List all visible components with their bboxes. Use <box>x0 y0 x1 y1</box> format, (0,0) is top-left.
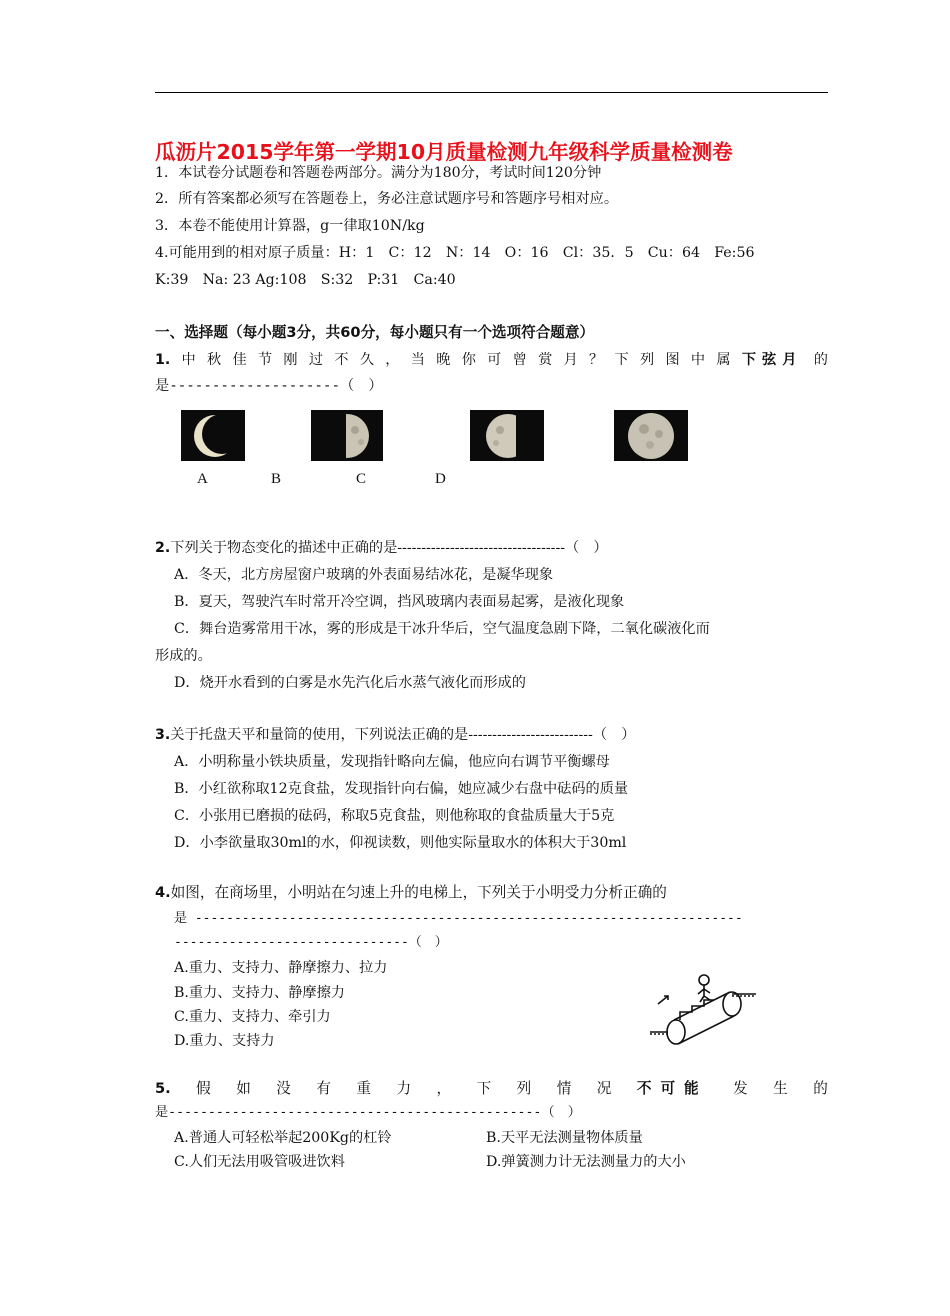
q1-stem: 1. 中 秋 佳 节 刚 过 不 久 ， 当 晚 你 可 曾 赏 月 ？ 下 列 图 中 属 下弦月 的 <box>155 352 828 368</box>
q4-option-a: A.重力、支持力、静摩擦力、拉力 <box>174 960 388 976</box>
q1-line2: 是--------------------（ ） <box>155 378 383 394</box>
q2-option-a: A．冬天，北方房屋窗户玻璃的外表面易结冰花，是凝华现象 <box>174 567 554 583</box>
q4-stem: 4.如图，在商场里，小明站在匀速上升的电梯上，下列关于小明受力分析正确的 <box>155 884 667 901</box>
q2-option-b: B．夏天，驾驶汽车时常开冷空调，挡风玻璃内表面易起雾，是液化现象 <box>174 594 625 610</box>
section-heading: 一、选择题（每小题3分，共60分，每小题只有一个选项符合题意） <box>155 324 595 341</box>
q5-option-b: B.天平无法测量物体质量 <box>486 1130 643 1146</box>
q5-emphasis: 不可能 <box>636 1080 708 1097</box>
q1-number: 1. <box>155 352 171 368</box>
q3-option-d: D．小李欲量取30ml的水，仰视读数，则他实际量取水的体积大于30ml <box>174 835 627 851</box>
moon-image-b <box>311 410 383 461</box>
q3-option-b: B．小红欲称取12克食盐，发现指针向右偏，她应减少右盘中砝码的质量 <box>174 781 629 797</box>
option-label-c: C <box>356 471 367 487</box>
q2-number: 2. <box>155 540 171 556</box>
q5-option-a: A.普通人可轻松举起200Kg的杠铃 <box>174 1130 392 1146</box>
q2-option-d: D．烧开水看到的白雾是水先汽化后水蒸气液化而形成的 <box>174 675 526 691</box>
q1-emphasis: 下弦月 <box>741 352 803 368</box>
q5-stem: 5. 假 如 没 有 重 力 ， 下 列 情 况 不可能 发 生 的 <box>155 1080 828 1097</box>
header-rule <box>155 92 828 93</box>
q3-stem: 3.关于托盘天平和量筒的使用，下列说法正确的是--------------------------（ ） <box>155 727 636 743</box>
q4-line2: 是 ---------------------------------------------------------------------- <box>174 911 743 926</box>
moon-image-d <box>614 410 688 461</box>
moon-image-c <box>470 410 544 461</box>
q3-number: 3. <box>155 727 171 743</box>
q3-option-c: C．小张用已磨损的砝码，称取5克食盐，则他称取的食盐质量大于5克 <box>174 808 615 824</box>
q2-stem: 2.下列关于物态变化的描述中正确的是-----------------------------------（ ） <box>155 540 608 556</box>
moon-image-a <box>181 410 245 461</box>
q5-number: 5. <box>155 1080 171 1097</box>
q2-option-c: C．舞台造雾常用干冰，雾的形成是干冰升华后，空气温度急剧下降，二氧化碳液化而 <box>174 621 710 637</box>
note-3: 3．本卷不能使用计算器，g一律取10N/kg <box>155 218 425 234</box>
q3-option-a: A．小明称量小铁块质量，发现指针略向左偏，他应向右调节平衡螺母 <box>174 754 610 770</box>
q4-option-d: D.重力、支持力 <box>174 1033 275 1049</box>
q4-option-b: B.重力、支持力、静摩擦力 <box>174 985 345 1001</box>
q5-option-c: C.人们无法用吸管吸进饮料 <box>174 1154 345 1170</box>
q2-option-c-cont: 形成的。 <box>155 648 212 664</box>
note-5: K:39 Na: 23 Ag:108 S:32 P:31 Ca:40 <box>155 272 456 288</box>
option-label-b: B <box>271 471 282 487</box>
escalator-figure <box>648 972 758 1050</box>
option-label-d: D <box>435 471 446 487</box>
option-label-a: A <box>197 471 208 487</box>
note-2: 2．所有答案都必须写在答题卷上，务必注意试题序号和答题序号相对应。 <box>155 191 619 207</box>
q5-line2: 是-----------------------------------------------（ ） <box>155 1105 581 1120</box>
q4-number: 4. <box>155 884 171 901</box>
q4-line3: ------------------------------（ ） <box>174 935 448 950</box>
note-4: 4.可能用到的相对原子质量：H：1 C：12 N：14 O：16 Cl：35．5 Cu：64 Fe:56 <box>155 245 755 261</box>
q4-option-c: C.重力、支持力、牵引力 <box>174 1009 331 1025</box>
q5-option-d: D.弹簧测力计无法测量力的大小 <box>486 1154 686 1170</box>
exam-title: 瓜沥片2015学年第一学期10月质量检测九年级科学质量检测卷 <box>155 140 733 164</box>
note-1: 1．本试卷分试题卷和答题卷两部分。满分为180分，考试时间120分钟 <box>155 165 602 181</box>
